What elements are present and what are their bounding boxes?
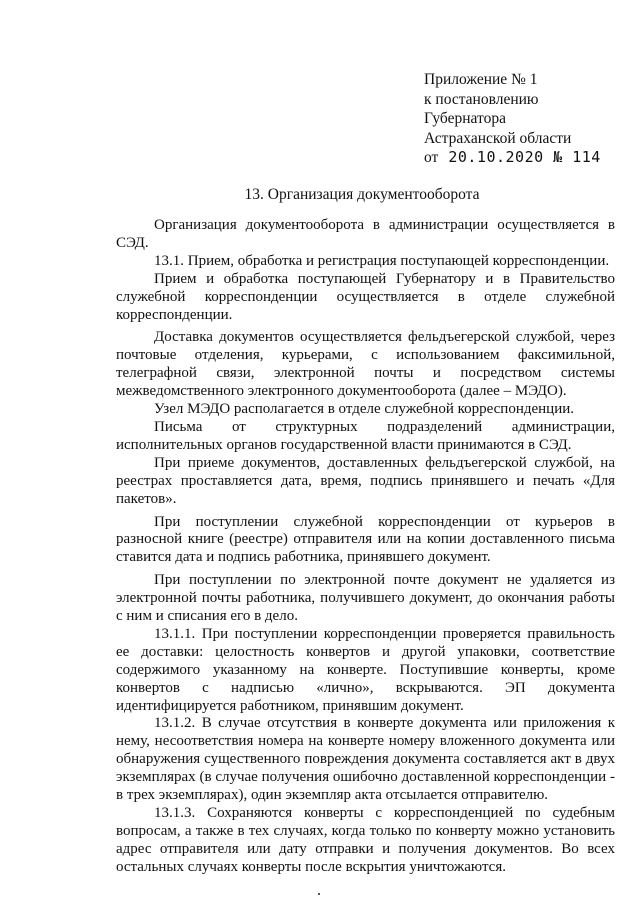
paragraph: 13.1.3. Сохраняются конверты с корреспонденцией по судебным вопросам, а также в тех случаях, когда только по конверту можно установить адрес отправителя или дату отправки и получения документов. Во всех остальных случаях конверты после вскрытия уничтожаются. [116,805,615,875]
document-body [116,217,615,877]
paragraph: 13.1.1. При поступлении корреспонденции проверяется правильность ее доставки: целостность конвертов и другой упаковки, соответствие содержимого указанному на конверте. Поступившие конверты, кроме конвертов с надписью «лично», вскрываются. ЭП документа идентифицируется работником, принявшим документ. [116,625,615,714]
paragraph: При поступлении служебной корреспонденции от курьеров в разносной книге (реестре) отправителя или на копии доставленного письма ставится дата и подпись работника, принявшего документ. [116,513,615,566]
appendix-reference: к постановлению [424,90,539,108]
paragraph: Письма от структурных подразделений администрации, исполнительных органов государственной власти принимаются в СЭД. [116,418,615,453]
paragraph: 13.1. Прием, обработка и регистрация поступающей корреспонденции. [154,252,610,269]
appendix-issuer: Губернатора [424,110,506,127]
appendix-date-prefix: от [424,149,439,166]
appendix-date-number: 20.10.2020 № 114 [448,148,601,166]
paragraph: 13.1.2. В случае отсутствия в конверте документа или приложения к нему, несоответствия номера на конверте номеру вложенного документа или обнаружения существенного повреждения документа составляется акт в двух экземплярах (в случае получения ошибочно доставленной корреспонденции - в трех экземплярах), один экземпляр акта отсылается отправителю. [116,715,615,804]
paragraph: Прием и обработка поступающей Губернатору и в Правительство служебной корреспонденции осуществляется в отделе служебной корреспонденции. [116,270,615,323]
appendix-date-line [424,148,601,168]
paragraph: При поступлении по электронной почте документ не удаляется из электронной почты работника, получившего документ, до окончания работы с ним и списания его в дело. [116,572,615,625]
appendix-region: Астраханской области [424,129,572,147]
paragraph: Доставка документов осуществляется фельдъегерской службой, через почтовые отделения, курьерами, с использованием факсимильной, телеграфной связи, электронной почты и посредством системы межведомственного электронного документооборота (далее – МЭДО). [116,329,615,400]
appendix-title: Приложение № 1 [424,71,538,88]
section-title: 13. Организация документооборота [244,186,480,203]
scan-speck [318,893,320,895]
paragraph: При приеме документов, доставленных фельдъегерской службой, на реестрах проставляется дата, время, подпись принявшего и печать «Для пакетов». [116,454,615,507]
paragraph: Организация документооборота в администрации осуществляется в СЭД. [116,217,615,251]
paragraph: Узел МЭДО располагается в отделе служебной корреспонденции. [154,401,575,418]
appendix-block [424,70,601,168]
